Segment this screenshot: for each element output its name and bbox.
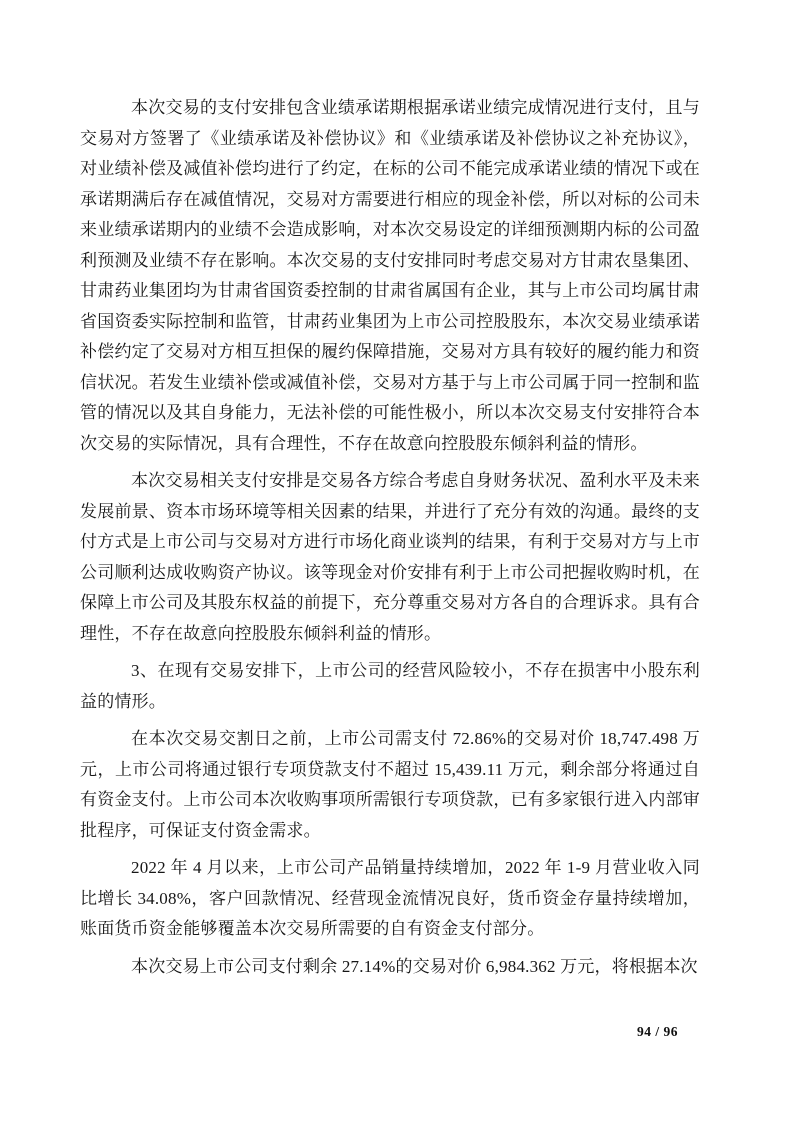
paragraph-negotiation-result: 本次交易相关支付安排是交易各方综合考虑自身财务状况、盈利水平及未来发展前景、资本市场环境等相关因素的结果，并进行了充分有效的沟通。最终的支付方式是上市公司与交易对方进行市场化商业谈判的结果，有利于交易对方与上市公司顺利达成收购资产协议。该等现金对价安排有利于上市公司把握收购时机，在保障上市公司及其股东权益的前提下，充分尊重交易对方各自的合理诉求。具有合理性，不存在故意向控股股东倾斜利益的情形。 — [80, 471, 700, 643]
paragraph-remaining-payment: 本次交易上市公司支付剩余 27.14%的交易对价 6,984.362 万元，将根据本次 — [131, 956, 698, 976]
paragraph-pre-closing-payment: 在本次交易交割日之前，上市公司需支付 72.86%的交易对价 18,747.498 万元，上市公司将通过银行专项贷款支付不超过 15,439.11 万元，剩余部分将通过自有资金支付。上市公司本次收购事项所需银行专项贷款，已有多家银行进入内部审批程序，可保证支付资金需求。 — [80, 729, 700, 840]
paragraph-payment-arrangement: 本次交易的支付安排包含业绩承诺期根据承诺业绩完成情况进行支付，且与交易对方签署了《业绩承诺及补偿协议》和《业绩承诺及补偿协议之补充协议》，对业绩补偿及减值补偿均进行了约定，在标的公司不能完成承诺业绩的情况下或在承诺期满后存在减值情况，交易对方需要进行相应的现金补偿，所以对标的公司未来业绩承诺期内的业绩不会造成影响，对本次交易设定的详细预测期内标的公司盈利预测及业绩不存在影响。本次交易的支付安排同时考虑交易对方甘肃农垦集团、甘肃药业集团均为甘肃省国资委控制的甘肃省属国有企业，其与上市公司均属甘肃省国资委实际控制和监管，甘肃药业集团为上市公司控股股东，本次交易业绩承诺补偿约定了交易对方相互担保的履约保障措施，交易对方具有较好的履约能力和资信状况。若发生业绩补偿或减值补偿，交易对方基于与上市公司属于同一控制和监管的情况以及其自身能力，无法补偿的可能性极小，所以本次交易支付安排符合本次交易的实际情况，具有合理性，不存在故意向控股股东倾斜利益的情形。 — [80, 98, 700, 453]
paragraph-item-3-heading: 3、在现有交易安排下，上市公司的经营风险较小，不存在损害中小股东利益的情形。 — [80, 661, 700, 711]
document-body — [80, 93, 700, 989]
page-number: 94 / 96 — [637, 1024, 679, 1039]
paragraph-2022-revenue: 2022 年 4 月以来，上市公司产品销量持续增加，2022 年 1-9 月营业收入同比增长 34.08%，客户回款情况、经营现金流情况良好，货币资金存量持续增加，账面货币资金能够覆盖本次交易所需要的自有资金支付部分。 — [80, 858, 700, 938]
